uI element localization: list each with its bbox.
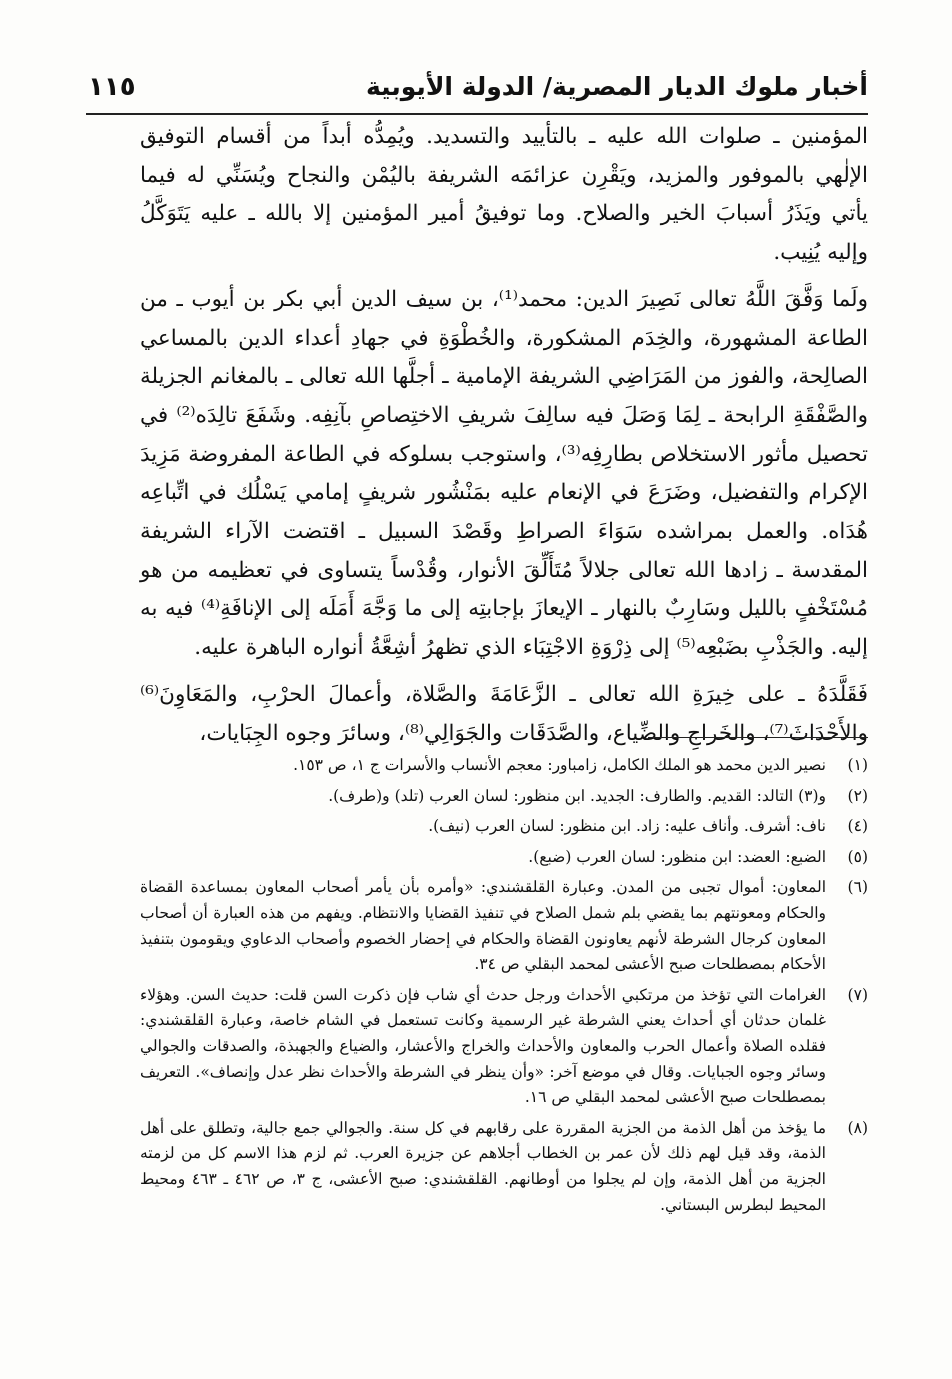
main-text [140,118,868,753]
footnote-text: نصير الدين محمد هو الملك الكامل، زامباور: معجم الأنساب والأسرات ج ١، ص ١٥٣. [293,756,826,774]
header-rule [86,113,868,115]
footnote-text: ما يؤخذ من أهل الذمة من الجزية المقررة على رقابهم في كل سنة. والجوالي جمع جالية، وتطلق على أهل الذمة، وقد قيل لهم ذلك لأن عمر بن الخطاب أجلاهم عن جزيرة العرب. ثم لزم هذا الاسم كل من لزمته الجزية من أهل الذمة، وإن لم يجلوا من أوطانهم. القلقشندي: صبح الأعشى، ج ٣، ص ٤٦٢ ـ ٤٦٣ ومحيط المحيط لبطرس البستاني. [140,1118,826,1214]
footnote-text: ناف: أشرف. وأناف عليه: زاد. ابن منظور: لسان العرب (نيف). [428,817,826,836]
footnote-5 [140,845,868,871]
footnote-number: (٤) [847,817,868,836]
footnote-number: (٢) [847,786,868,805]
footnote-number: (٦) [847,878,868,897]
paragraph-2: ولَما وَفَّقَ اللَّهُ تعالى نَصِيرَ الدين: محمد⁽¹⁾، بن سيف الدين أبي بكر بن أيوب ـ من الطاعة المشهورة، والخِدَم المشكورة، والخُطْوَةِ في جهادِ أعداء الدين بالمساعي الصالِحة، والفوز من المَرَاضِي الشريفة الإمامية ـ أجلَّها الله تعالى ـ بالمغانم الجزيلة والصَّفْقَةِ الرابحة ـ لِمَا وَصَلَ فيه سالِفَ شريفِ الاختِصاصِ بآنِفِه. وشَفَعَ تالِدَه⁽²⁾ في تحصيل مأثور الاستخلاص بطارِفِه⁽³⁾، واستوجب بسلوكه في الطاعة المفروضة مَزِيدَ الإكرام والتفضيل، وضَرَعَ في الإنعام عليه بمَنْشُور شريفٍ إمامي يَسْلُك في اتِّباعِه هُدَاه. والعمل بمراشده سَوَاءَ الصراطِ وقَصْدَ السبيل ـ اقتضت الآراء الشريفة المقدسة ـ زادها الله تعالى جلالاً مُتَأَلِّقَ الأنوار، وقُدْساً يتساوى في تعظيمه من هو مُسْتَخْفٍ بالليل وسَارِبٌ بالنهار ـ الإيعازَ بإجابتِه إلى ما وَجَّهَ أَمَلَه إلى الإنافَةِ⁽⁴⁾ فيه به إليه. والجَذْبِ بضَبْعِه⁽⁵⁾ إلى ذِرْوَةِ الاجْتِبَاء الذي تظهرُ أشِعَّةُ أنواره الباهرة عليه. [140,286,869,661]
footnotes [140,753,868,1223]
footnote-1 [140,753,868,779]
footnote-number: (١) [847,756,868,774]
header-title: أخبار ملوك الديار المصرية/ الدولة الأيوبية [366,72,868,101]
footnote-8 [140,1116,868,1218]
footnote-text: المعاون: أموال تجبى من المدن. وعبارة القلقشندي: «وأمره بأن يأمر أصحاب المعاون بمساعدة القضاة والحكام ومعونتهم بما يقضي بلم شمل الصلاح في تنفيذ القضايا والانتظام. ويفهم من هذه العبارة أن أصحاب المعاون كرجال الشرطة لأنهم يعاونون القضاة والحكام في إحضار الخصوم وأصحاب الدعاوي ويقومون بتنفيذ الأحكام بمصطلحات صبح الأعشى لمحمد البقلي ص ٣٤. [140,878,826,974]
footnote-text: الضبع: العضد: ابن منظور: لسان العرب (ضبع). [528,847,826,866]
footnote-number: (٥) [847,847,868,866]
paragraph-3: فَقَلَّدَهُ ـ على خِيرَةِ الله تعالى ـ الزَّعَامَةَ والصَّلاة، وأعمالَ الحرْبِ، والمَعَاوِنَ⁽⁶⁾ والأَحْدَاثَ⁽⁷⁾، والخَراجِ والضِّياع، والصَّدَقَات والجَوَالِي⁽⁸⁾، وسائرَ وجوه الجِبَايات، [140,681,868,746]
paragraph-1: المؤمنين ـ صلوات الله عليه ـ بالتأييد والتسديد. ويُمِدُّه أبداً من أقسام التوفيق الإلٰهي بالموفور والمزيد، ويَقْرِن عزائمَه الشريفة باليُمْن والنجاح ويُسَنِّي له فيما يأتي ويَذَرُ أسبابَ الخير والصلاح. وما توفيقُ أمير المؤمنين إلا بالله ـ عليه يَتَوَكَّلُ وإليه يُنِيب. [140,124,868,266]
footnote-2 [140,784,868,810]
footnote-separator [648,737,868,738]
footnote-text: الغرامات التي تؤخذ من مرتكبي الأحداث ورجل حدث أي شاب فإن ذكرت السن قلت: حديث السن. وهؤلاء غلمان حدثان أي أحداث يعني الشرطة غير الرسمية وكانت تستعمل في الشام خاصة، وعبارة القلقشندي: فقلده الصلاة وأعمال الحرب والمعاون والأحداث والخراج والأعشار، والضياع والجهبذة، والصدقات والجوالي وسائر وجوه الجبايات. وقال في موضع آخر: «وأن ينظر في الشرطة والأحداث نظر عدل وإنصاف». التعريف بمصطلحات صبح الأعشى لمحمد البقلي ص ١٦. [140,985,826,1107]
footnote-number: (٧) [847,985,868,1004]
page-number: ١١٥ [88,72,136,102]
footnote-text: و(٣) التالد: القديم. والطارف: الجديد. ابن منظور: لسان العرب (تلد) و(طرف). [328,786,826,805]
footnote-6 [140,875,868,977]
footnote-7 [140,983,868,1111]
footnote-4 [140,814,868,840]
footnote-number: (٨) [847,1118,868,1137]
running-header [88,68,868,112]
